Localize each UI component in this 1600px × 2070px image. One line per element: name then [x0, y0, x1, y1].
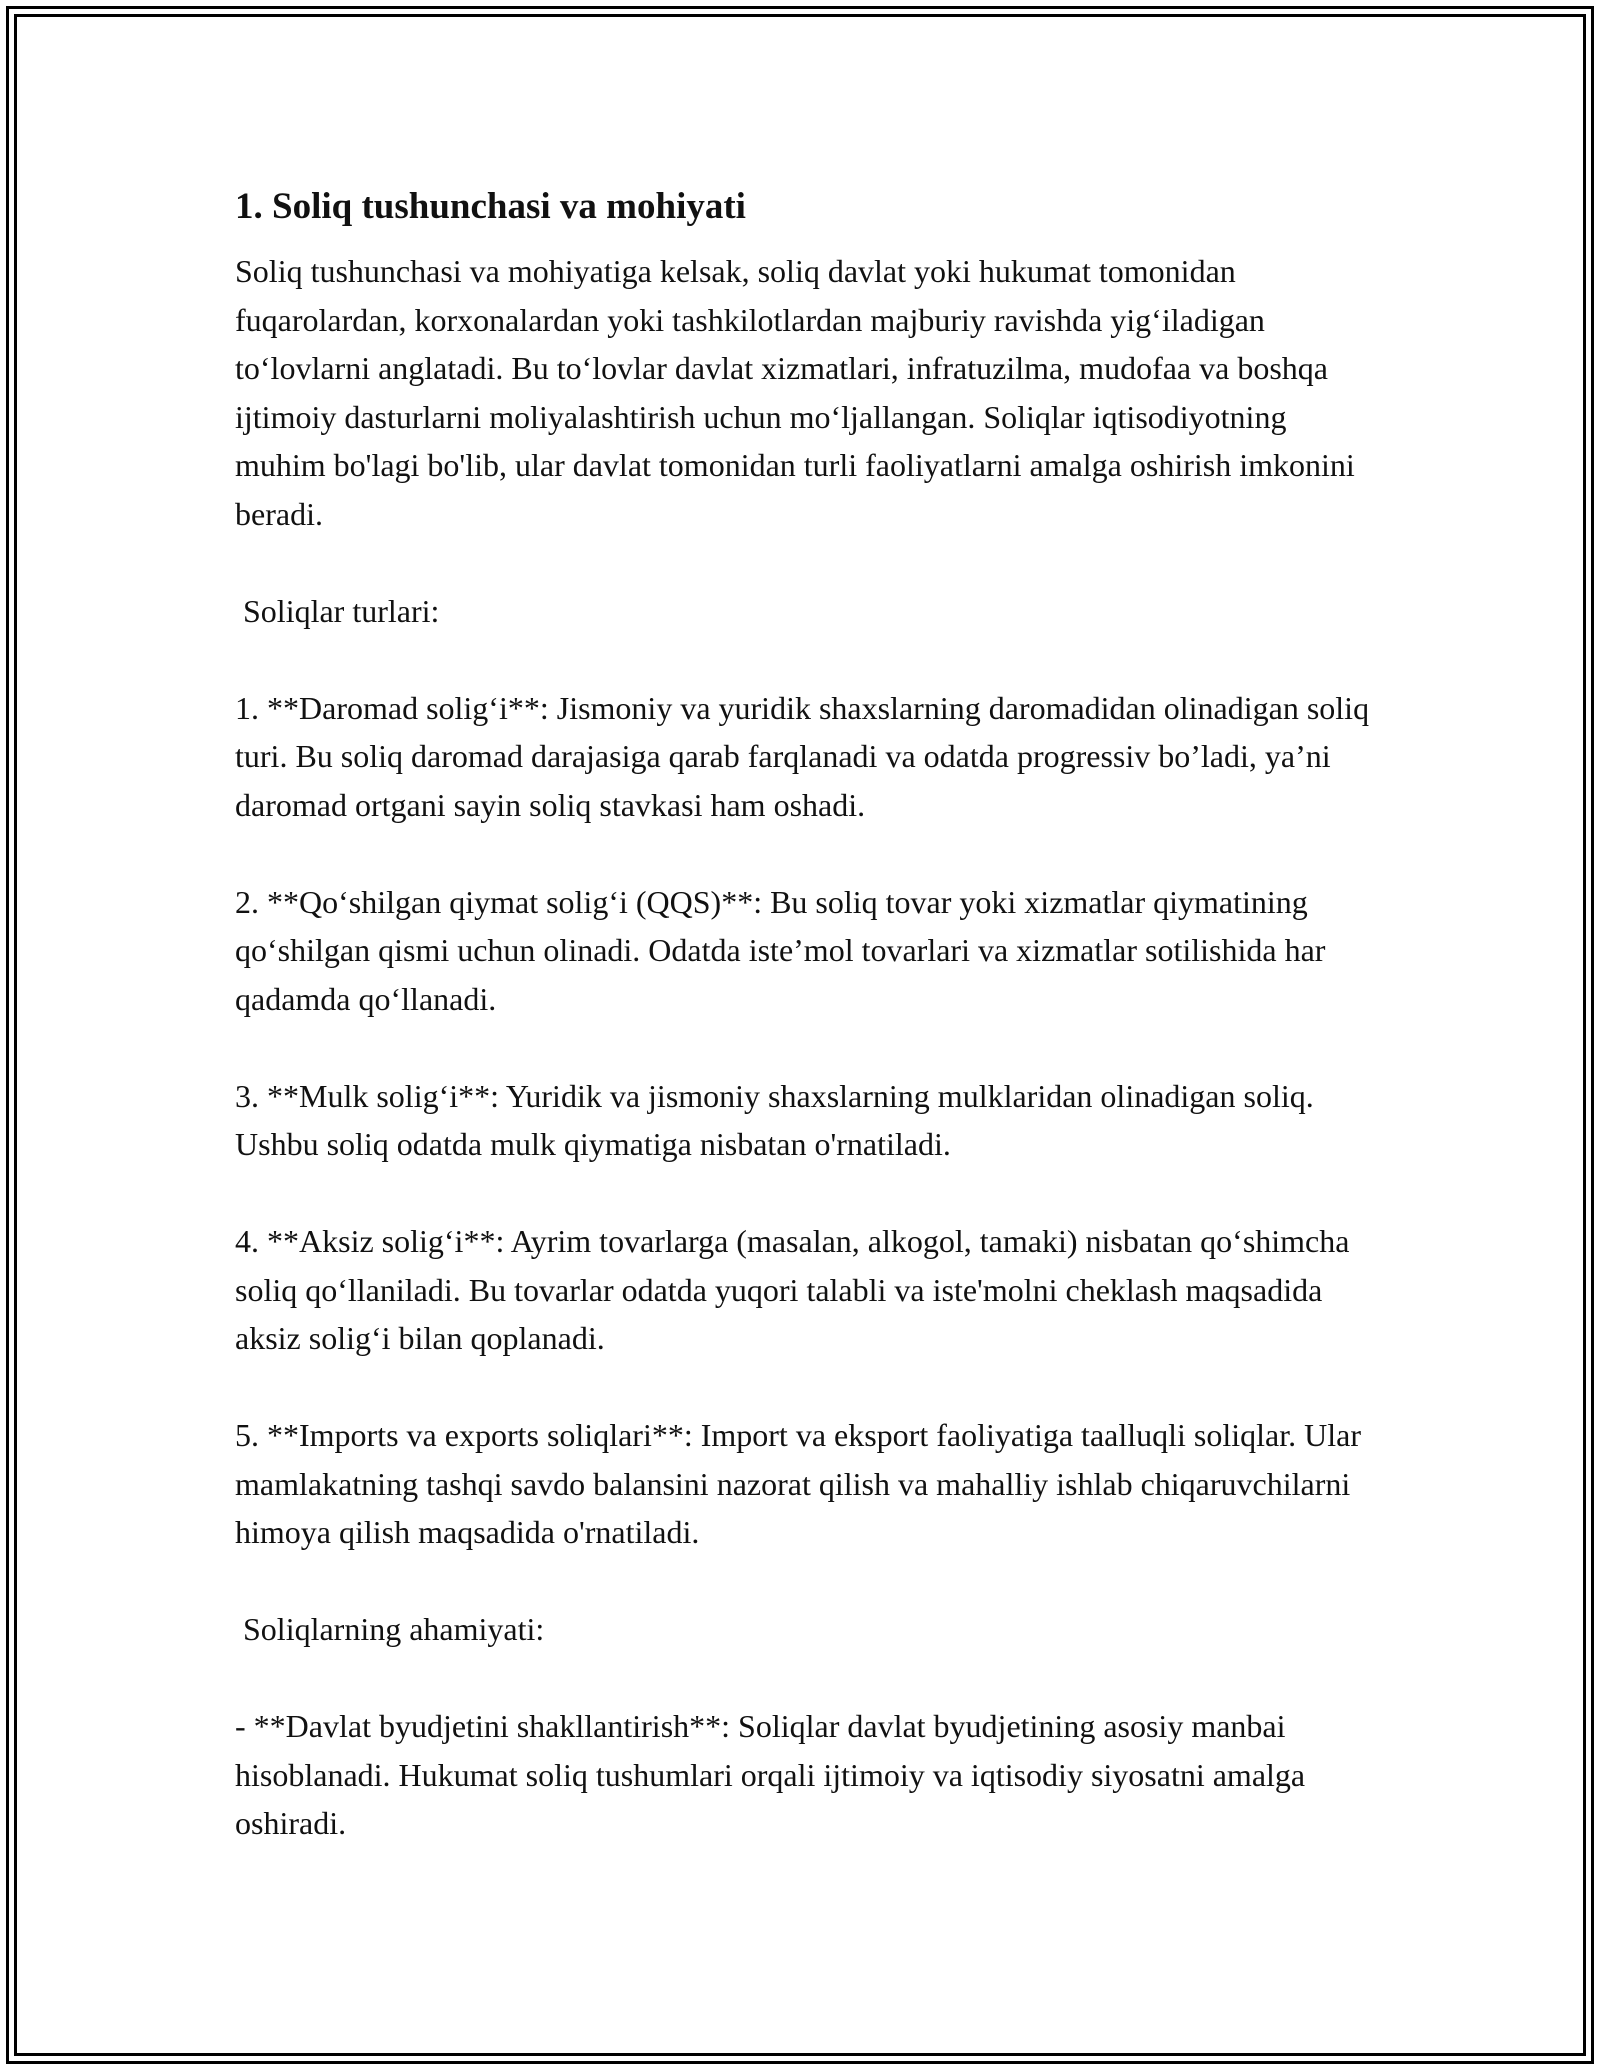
paragraph-gap: [235, 635, 1385, 684]
tax-type-item-property: 3. **Mulk solig‘i**: Yuridik va jismoniy shaxslarning mulklaridan olinadigan soliq. Ushbu soliq odatda mulk qiymatiga nisbatan o'rnatiladi.: [235, 1077, 1322, 1162]
intro-paragraph: Soliq tushunchasi va mohiyatiga kelsak, soliq davlat yoki hukumat tomonidan fuqarolardan, korxonalardan yoki tashkilotlardan majburiy ravishda yig‘iladigan to‘lovlarni anglatadi. Bu to‘lovlar davlat xizmatlari, infratuzilma, mudofaa va boshqa ijtimoiy dasturlarni moliyalashtirish uchun mo‘ljallangan. Soliqlar iqtisodiyotning muhim bo'lagi bo'lib, ular davlat tomonidan turli faoliyatlarni amalga oshirish imkonini beradi.: [235, 253, 1363, 532]
types-title: Soliqlar turlari:: [235, 592, 440, 629]
paragraph-gap: [235, 1654, 1385, 1703]
tax-type-item-trade: 5. **Imports va exports soliqlari**: Import va eksport faoliyatiga taalluqli soliqlar. Ular mamlakatning tashqi savdo balansini nazorat qilish va mahalliy ishlab chiqaruvchilarni himoya qilish maqsadida o'rnatiladi.: [235, 1417, 1369, 1550]
paragraph-gap: [235, 1363, 1385, 1412]
tax-type-item-vat: 2. **Qo‘shilgan qiymat solig‘i (QQS)**: Bu soliq tovar yoki xizmatlar qiymatining qo‘shilgan qismi uchun olinadi. Odatda iste’mol tovarlari va xizmatlar sotilishida har qadamda qo‘llanadi.: [235, 883, 1334, 1017]
importance-item-budget: - **Davlat byudjetini shakllantirish**: Soliqlar davlat byudjetining asosiy manbai hisoblanadi. Hukumat soliq tushumlari orqali ijtimoiy va iqtisodiy siyosatni amalga oshiradi.: [235, 1708, 1314, 1841]
tax-type-item-excise: 4. **Aksiz solig‘i**: Ayrim tovarlarga (masalan, alkogol, tamaki) nisbatan qo‘shimcha soliq qo‘llaniladi. Bu tovarlar odatda yuqori talabli va iste'molni cheklash maqsadida aksiz solig‘i bilan qoplanadi.: [235, 1223, 1358, 1356]
paragraph-gap: [235, 1169, 1385, 1218]
document-body: [235, 183, 1385, 1848]
paragraph-gap: [235, 538, 1385, 587]
paragraph-gap: [235, 1023, 1385, 1072]
paragraph-gap: [235, 1557, 1385, 1606]
paragraph-gap: [235, 829, 1385, 878]
tax-type-item-income: 1. **Daromad solig‘i**: Jismoniy va yuridik shaxslarning daromadidan olinadigan soliq turi. Bu soliq daromad darajasiga qarab farqlanadi va odatda progressiv bo’ladi, ya’ni daromad ortgani sayin soliq stavkasi ham oshadi.: [235, 689, 1378, 823]
importance-title: Soliqlarning ahamiyati:: [235, 1611, 545, 1647]
section-heading: 1. Soliq tushunchasi va mohiyati: [235, 186, 746, 227]
